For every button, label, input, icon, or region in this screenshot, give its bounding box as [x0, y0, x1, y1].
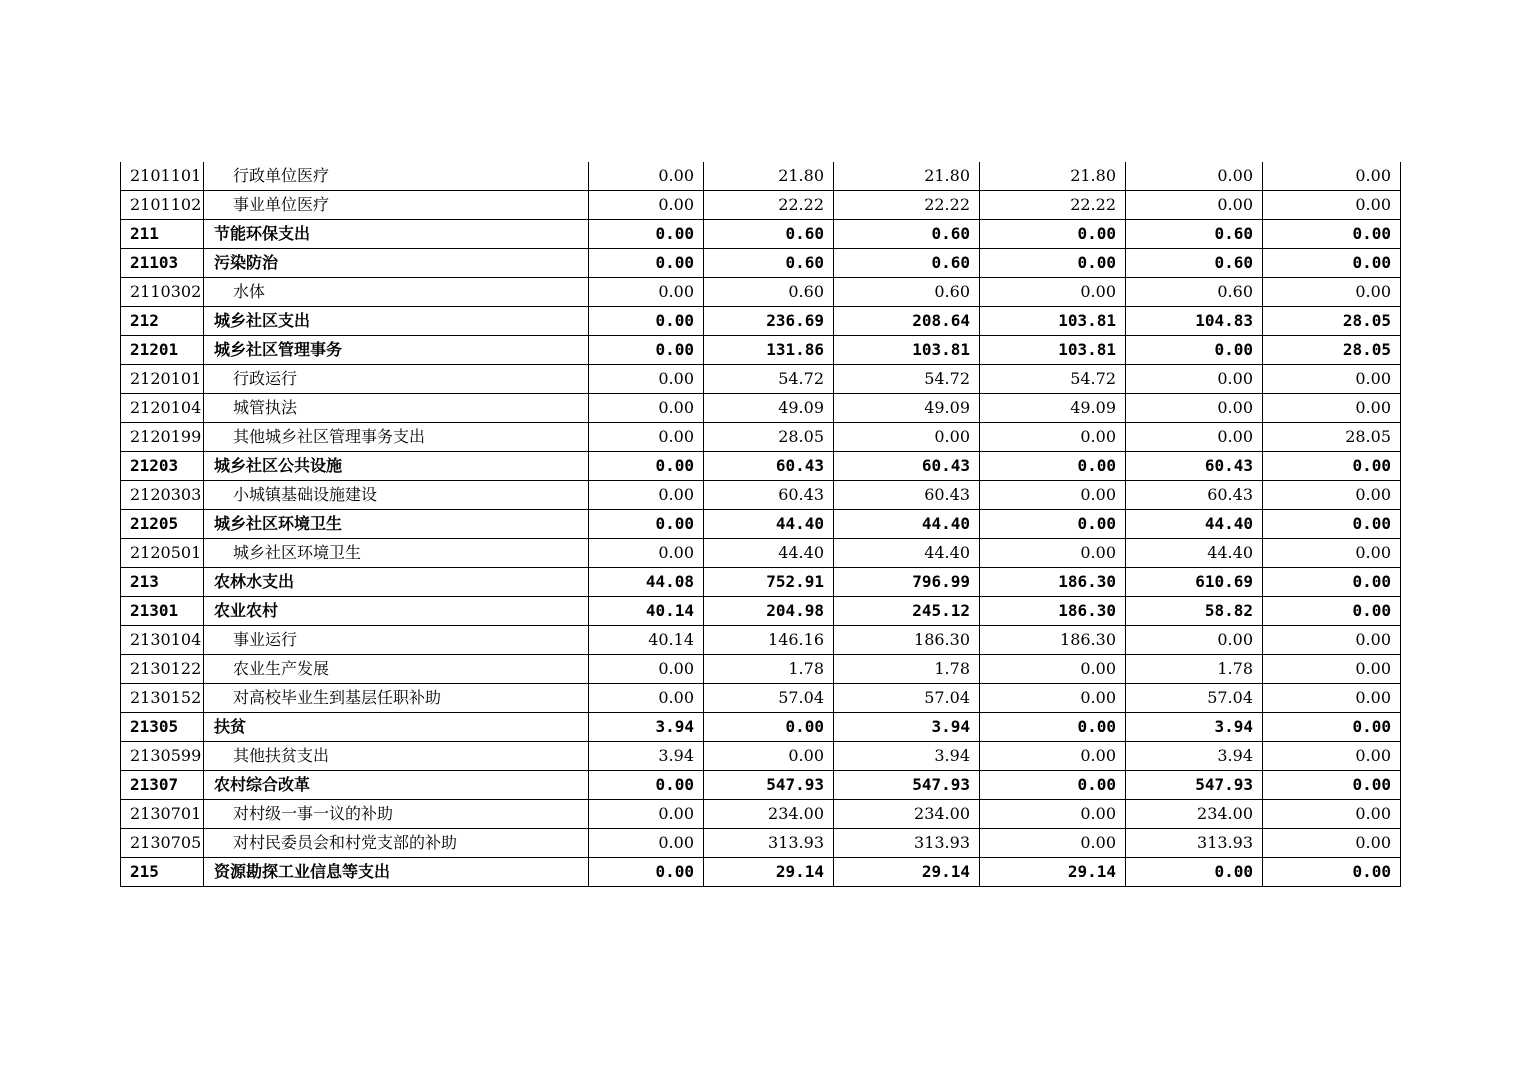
amount-cell: 49.09 [980, 394, 1126, 423]
subject-code-cell: 2120199 [121, 423, 204, 452]
subject-name-cell: 城乡社区支出 [204, 307, 589, 336]
amount-cell: 0.00 [1263, 481, 1401, 510]
subject-code-cell: 2120501 [121, 539, 204, 568]
amount-cell: 21.80 [704, 162, 834, 191]
amount-cell: 44.40 [1126, 539, 1263, 568]
amount-cell: 0.00 [704, 742, 834, 771]
amount-cell: 0.00 [980, 249, 1126, 278]
table-row [121, 307, 1401, 336]
table-row [121, 829, 1401, 858]
amount-cell: 0.00 [589, 858, 704, 887]
amount-cell: 0.00 [980, 771, 1126, 800]
table-row [121, 481, 1401, 510]
amount-cell: 44.40 [834, 539, 980, 568]
amount-cell: 547.93 [1126, 771, 1263, 800]
amount-cell: 3.94 [1126, 713, 1263, 742]
amount-cell: 3.94 [834, 742, 980, 771]
amount-cell: 0.00 [1263, 249, 1401, 278]
amount-cell: 0.00 [589, 539, 704, 568]
amount-cell: 547.93 [704, 771, 834, 800]
amount-cell: 40.14 [589, 626, 704, 655]
amount-cell: 0.00 [980, 278, 1126, 307]
amount-cell: 0.00 [589, 336, 704, 365]
amount-cell: 0.60 [834, 278, 980, 307]
amount-cell: 234.00 [834, 800, 980, 829]
amount-cell: 49.09 [834, 394, 980, 423]
amount-cell: 146.16 [704, 626, 834, 655]
amount-cell: 0.00 [589, 655, 704, 684]
subject-name-cell: 农林水支出 [204, 568, 589, 597]
table-row [121, 452, 1401, 481]
amount-cell: 0.00 [980, 655, 1126, 684]
amount-cell: 28.05 [1263, 336, 1401, 365]
amount-cell: 0.00 [1126, 423, 1263, 452]
amount-cell: 57.04 [1126, 684, 1263, 713]
amount-cell: 0.00 [1126, 626, 1263, 655]
amount-cell: 0.00 [1263, 684, 1401, 713]
amount-cell: 58.82 [1126, 597, 1263, 626]
subject-name-cell: 对高校毕业生到基层任职补助 [204, 684, 589, 713]
table-row [121, 249, 1401, 278]
amount-cell: 28.05 [704, 423, 834, 452]
amount-cell: 0.00 [589, 829, 704, 858]
table-row [121, 336, 1401, 365]
subject-name-cell: 资源勘探工业信息等支出 [204, 858, 589, 887]
amount-cell: 0.00 [980, 510, 1126, 539]
table-row [121, 597, 1401, 626]
subject-name-cell: 城管执法 [204, 394, 589, 423]
amount-cell: 0.00 [589, 481, 704, 510]
amount-cell: 57.04 [834, 684, 980, 713]
amount-cell: 0.00 [1263, 713, 1401, 742]
subject-code-cell: 2120101 [121, 365, 204, 394]
subject-name-cell: 城乡社区公共设施 [204, 452, 589, 481]
amount-cell: 796.99 [834, 568, 980, 597]
amount-cell: 0.60 [704, 249, 834, 278]
subject-code-cell: 21201 [121, 336, 204, 365]
amount-cell: 28.05 [1263, 423, 1401, 452]
amount-cell: 0.00 [1263, 626, 1401, 655]
amount-cell: 0.60 [834, 220, 980, 249]
table-row [121, 742, 1401, 771]
table-row [121, 510, 1401, 539]
amount-cell: 0.00 [589, 365, 704, 394]
amount-cell: 0.00 [980, 713, 1126, 742]
table-row [121, 713, 1401, 742]
subject-name-cell: 对村民委员会和村党支部的补助 [204, 829, 589, 858]
amount-cell: 236.69 [704, 307, 834, 336]
amount-cell: 60.43 [1126, 481, 1263, 510]
subject-name-cell: 小城镇基础设施建设 [204, 481, 589, 510]
amount-cell: 0.00 [589, 394, 704, 423]
amount-cell: 29.14 [704, 858, 834, 887]
amount-cell: 0.00 [1263, 191, 1401, 220]
amount-cell: 22.22 [834, 191, 980, 220]
table-row [121, 655, 1401, 684]
amount-cell: 0.00 [589, 452, 704, 481]
amount-cell: 103.81 [980, 307, 1126, 336]
subject-name-cell: 城乡社区管理事务 [204, 336, 589, 365]
amount-cell: 60.43 [704, 452, 834, 481]
amount-cell: 245.12 [834, 597, 980, 626]
amount-cell: 0.00 [1263, 278, 1401, 307]
amount-cell: 186.30 [980, 597, 1126, 626]
table-row [121, 684, 1401, 713]
table-row [121, 220, 1401, 249]
amount-cell: 0.00 [980, 742, 1126, 771]
amount-cell: 3.94 [589, 742, 704, 771]
amount-cell: 0.00 [1263, 452, 1401, 481]
amount-cell: 0.60 [1126, 249, 1263, 278]
amount-cell: 610.69 [1126, 568, 1263, 597]
table-row [121, 278, 1401, 307]
amount-cell: 0.00 [589, 278, 704, 307]
amount-cell: 186.30 [980, 626, 1126, 655]
amount-cell: 1.78 [834, 655, 980, 684]
subject-name-cell: 事业单位医疗 [204, 191, 589, 220]
amount-cell: 234.00 [704, 800, 834, 829]
amount-cell: 0.00 [834, 423, 980, 452]
amount-cell: 21.80 [980, 162, 1126, 191]
amount-cell: 0.00 [980, 423, 1126, 452]
amount-cell: 0.00 [1126, 336, 1263, 365]
subject-code-cell: 2101102 [121, 191, 204, 220]
table-row [121, 568, 1401, 597]
amount-cell: 313.93 [704, 829, 834, 858]
subject-code-cell: 2130701 [121, 800, 204, 829]
subject-name-cell: 扶贫 [204, 713, 589, 742]
subject-name-cell: 事业运行 [204, 626, 589, 655]
subject-name-cell: 城乡社区环境卫生 [204, 510, 589, 539]
amount-cell: 54.72 [834, 365, 980, 394]
amount-cell: 186.30 [980, 568, 1126, 597]
amount-cell: 204.98 [704, 597, 834, 626]
amount-cell: 0.00 [1263, 771, 1401, 800]
amount-cell: 0.00 [1263, 568, 1401, 597]
subject-name-cell: 节能环保支出 [204, 220, 589, 249]
subject-name-cell: 污染防治 [204, 249, 589, 278]
amount-cell: 103.81 [834, 336, 980, 365]
amount-cell: 54.72 [704, 365, 834, 394]
subject-name-cell: 对村级一事一议的补助 [204, 800, 589, 829]
amount-cell: 1.78 [1126, 655, 1263, 684]
amount-cell: 40.14 [589, 597, 704, 626]
amount-cell: 49.09 [704, 394, 834, 423]
subject-code-cell: 212 [121, 307, 204, 336]
subject-name-cell: 水体 [204, 278, 589, 307]
subject-name-cell: 农业生产发展 [204, 655, 589, 684]
subject-name-cell: 农村综合改革 [204, 771, 589, 800]
subject-code-cell: 215 [121, 858, 204, 887]
amount-cell: 0.00 [980, 829, 1126, 858]
amount-cell: 313.93 [1126, 829, 1263, 858]
table-row [121, 800, 1401, 829]
amount-cell: 60.43 [834, 452, 980, 481]
subject-name-cell: 农业农村 [204, 597, 589, 626]
subject-name-cell: 行政运行 [204, 365, 589, 394]
amount-cell: 44.40 [834, 510, 980, 539]
amount-cell: 0.00 [1263, 655, 1401, 684]
table-row [121, 858, 1401, 887]
subject-name-cell: 其他城乡社区管理事务支出 [204, 423, 589, 452]
table-row [121, 423, 1401, 452]
amount-cell: 0.60 [704, 220, 834, 249]
subject-code-cell: 21307 [121, 771, 204, 800]
amount-cell: 29.14 [980, 858, 1126, 887]
subject-code-cell: 2120303 [121, 481, 204, 510]
amount-cell: 0.00 [589, 249, 704, 278]
table-row [121, 626, 1401, 655]
amount-cell: 0.00 [1263, 510, 1401, 539]
amount-cell: 0.60 [704, 278, 834, 307]
subject-code-cell: 21103 [121, 249, 204, 278]
subject-name-cell: 其他扶贫支出 [204, 742, 589, 771]
amount-cell: 0.00 [704, 713, 834, 742]
amount-cell: 0.00 [980, 481, 1126, 510]
amount-cell: 0.60 [1126, 278, 1263, 307]
amount-cell: 104.83 [1126, 307, 1263, 336]
amount-cell: 0.60 [1126, 220, 1263, 249]
subject-code-cell: 2101101 [121, 162, 204, 191]
amount-cell: 0.00 [589, 510, 704, 539]
amount-cell: 29.14 [834, 858, 980, 887]
amount-cell: 54.72 [980, 365, 1126, 394]
amount-cell: 0.00 [1263, 829, 1401, 858]
amount-cell: 0.00 [980, 452, 1126, 481]
amount-cell: 0.00 [1263, 162, 1401, 191]
table-row [121, 539, 1401, 568]
amount-cell: 131.86 [704, 336, 834, 365]
amount-cell: 0.00 [1126, 162, 1263, 191]
amount-cell: 208.64 [834, 307, 980, 336]
amount-cell: 0.00 [589, 800, 704, 829]
amount-cell: 44.40 [1126, 510, 1263, 539]
amount-cell: 21.80 [834, 162, 980, 191]
subject-name-cell: 城乡社区环境卫生 [204, 539, 589, 568]
amount-cell: 3.94 [1126, 742, 1263, 771]
amount-cell: 0.00 [1263, 597, 1401, 626]
amount-cell: 44.08 [589, 568, 704, 597]
subject-code-cell: 21205 [121, 510, 204, 539]
amount-cell: 60.43 [704, 481, 834, 510]
budget-table [120, 162, 1401, 887]
subject-code-cell: 21305 [121, 713, 204, 742]
amount-cell: 0.00 [1263, 365, 1401, 394]
amount-cell: 22.22 [704, 191, 834, 220]
amount-cell: 0.00 [589, 771, 704, 800]
amount-cell: 547.93 [834, 771, 980, 800]
table-row [121, 771, 1401, 800]
subject-code-cell: 2110302 [121, 278, 204, 307]
subject-code-cell: 2120104 [121, 394, 204, 423]
amount-cell: 0.00 [1126, 191, 1263, 220]
subject-code-cell: 213 [121, 568, 204, 597]
amount-cell: 752.91 [704, 568, 834, 597]
amount-cell: 0.00 [1263, 539, 1401, 568]
amount-cell: 0.00 [1263, 800, 1401, 829]
amount-cell: 0.00 [1263, 742, 1401, 771]
subject-code-cell: 21203 [121, 452, 204, 481]
amount-cell: 0.00 [589, 684, 704, 713]
amount-cell: 3.94 [589, 713, 704, 742]
amount-cell: 103.81 [980, 336, 1126, 365]
amount-cell: 0.60 [834, 249, 980, 278]
subject-code-cell: 211 [121, 220, 204, 249]
amount-cell: 22.22 [980, 191, 1126, 220]
amount-cell: 0.00 [980, 684, 1126, 713]
amount-cell: 1.78 [704, 655, 834, 684]
amount-cell: 44.40 [704, 539, 834, 568]
amount-cell: 0.00 [980, 800, 1126, 829]
amount-cell: 57.04 [704, 684, 834, 713]
amount-cell: 0.00 [1263, 858, 1401, 887]
amount-cell: 0.00 [980, 539, 1126, 568]
amount-cell: 3.94 [834, 713, 980, 742]
table-body [121, 162, 1401, 887]
amount-cell: 0.00 [1263, 220, 1401, 249]
amount-cell: 0.00 [589, 307, 704, 336]
subject-code-cell: 21301 [121, 597, 204, 626]
amount-cell: 0.00 [1126, 365, 1263, 394]
subject-code-cell: 2130104 [121, 626, 204, 655]
amount-cell: 0.00 [589, 191, 704, 220]
subject-code-cell: 2130705 [121, 829, 204, 858]
table-row [121, 191, 1401, 220]
amount-cell: 60.43 [1126, 452, 1263, 481]
amount-cell: 44.40 [704, 510, 834, 539]
subject-code-cell: 2130599 [121, 742, 204, 771]
amount-cell: 186.30 [834, 626, 980, 655]
subject-name-cell: 行政单位医疗 [204, 162, 589, 191]
amount-cell: 60.43 [834, 481, 980, 510]
amount-cell: 0.00 [1126, 858, 1263, 887]
table-row [121, 365, 1401, 394]
subject-code-cell: 2130152 [121, 684, 204, 713]
amount-cell: 0.00 [1126, 394, 1263, 423]
amount-cell: 234.00 [1126, 800, 1263, 829]
subject-code-cell: 2130122 [121, 655, 204, 684]
table-row [121, 394, 1401, 423]
amount-cell: 0.00 [589, 162, 704, 191]
amount-cell: 28.05 [1263, 307, 1401, 336]
amount-cell: 0.00 [1263, 394, 1401, 423]
amount-cell: 313.93 [834, 829, 980, 858]
amount-cell: 0.00 [589, 423, 704, 452]
amount-cell: 0.00 [980, 220, 1126, 249]
amount-cell: 0.00 [589, 220, 704, 249]
table-row [121, 162, 1401, 191]
